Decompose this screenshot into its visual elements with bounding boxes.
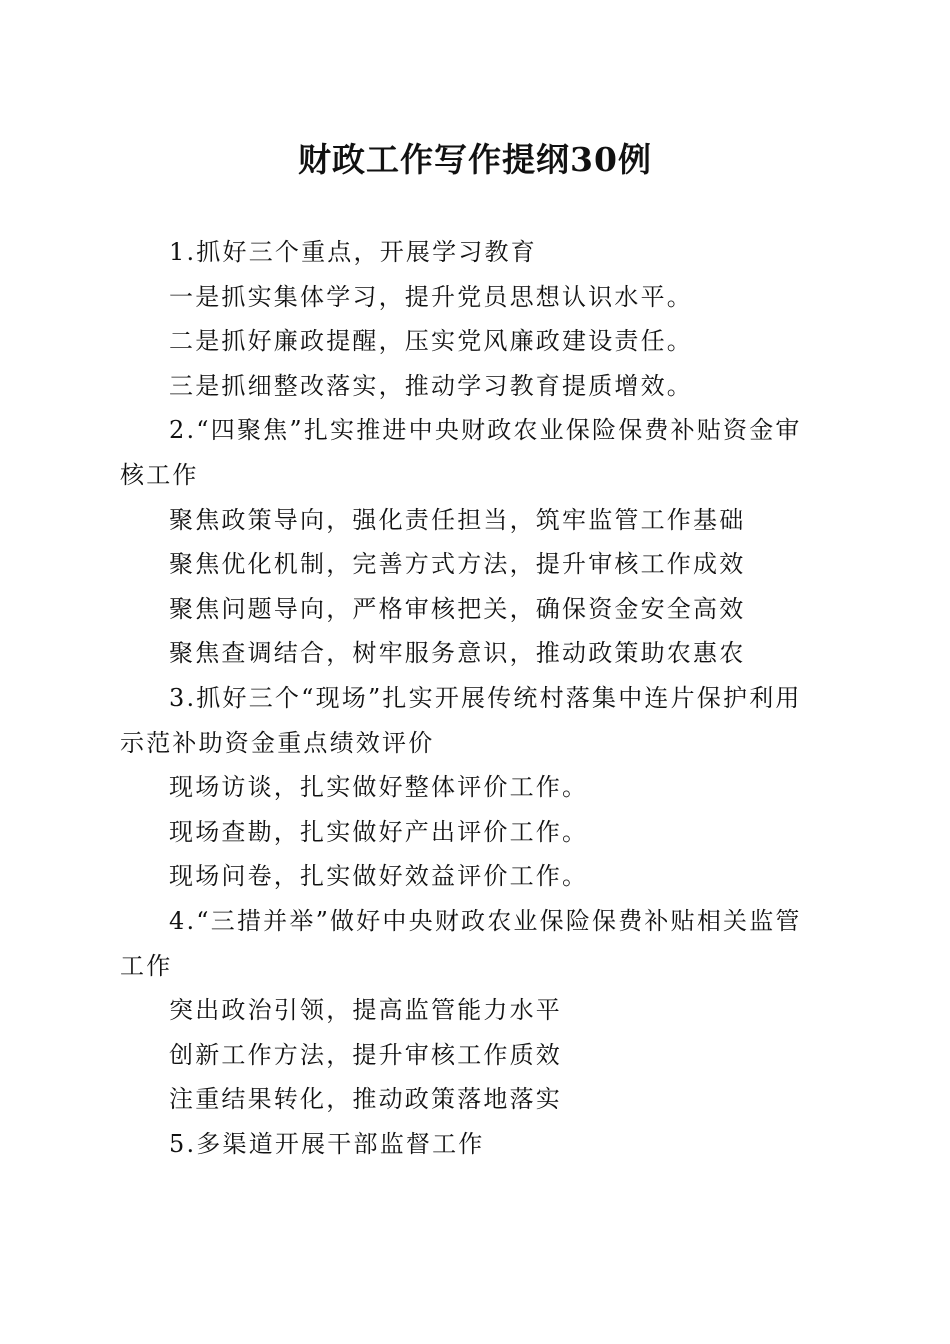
- list-item: 聚焦政策导向，强化责任担当，筑牢监管工作基础: [169, 505, 746, 534]
- section-heading-3: 3.抓好三个“现场”扎实开展传统村落集中连片保护利用示范补助资金重点绩效评价: [120, 683, 802, 757]
- list-item: 突出政治引领，提高监管能力水平: [169, 996, 562, 1025]
- list-item: 创新工作方法，提升审核工作质效: [169, 1040, 562, 1069]
- list-item: 聚焦优化机制，完善方式方法，提升审核工作成效: [169, 550, 746, 579]
- list-item: 注重结果转化，推动政策落地落实: [169, 1085, 562, 1114]
- list-item: 现场访谈，扎实做好整体评价工作。: [169, 773, 589, 802]
- section-heading-1: 1.抓好三个重点，开展学习教育: [169, 238, 537, 266]
- list-item: 二是抓好廉政提醒，压实党风廉政建设责任。: [169, 327, 693, 356]
- document-body: [120, 230, 826, 1166]
- section-heading-2: 2.“四聚焦”扎实推进中央财政农业保险保费补贴资金审核工作: [120, 416, 802, 489]
- document-title: 财政工作写作提纲30例: [298, 140, 652, 179]
- list-item: 一是抓实集体学习，提升党员思想认识水平。: [169, 282, 693, 311]
- list-item: 三是抓细整改落实，推动学习教育提质增效。: [169, 371, 693, 400]
- list-item: 聚焦问题导向，严格审核把关，确保资金安全高效: [169, 594, 746, 623]
- list-item: 现场查勘，扎实做好产出评价工作。: [169, 817, 589, 846]
- section-heading-4: 4.“三措并举”做好中央财政农业保险保费补贴相关监管工作: [120, 906, 802, 980]
- list-item: 聚焦查调结合，树牢服务意识，推动政策助农惠农: [169, 639, 746, 668]
- list-item: 现场问卷，扎实做好效益评价工作。: [169, 862, 589, 891]
- section-heading-5: 5.多渠道开展干部监督工作: [169, 1129, 485, 1158]
